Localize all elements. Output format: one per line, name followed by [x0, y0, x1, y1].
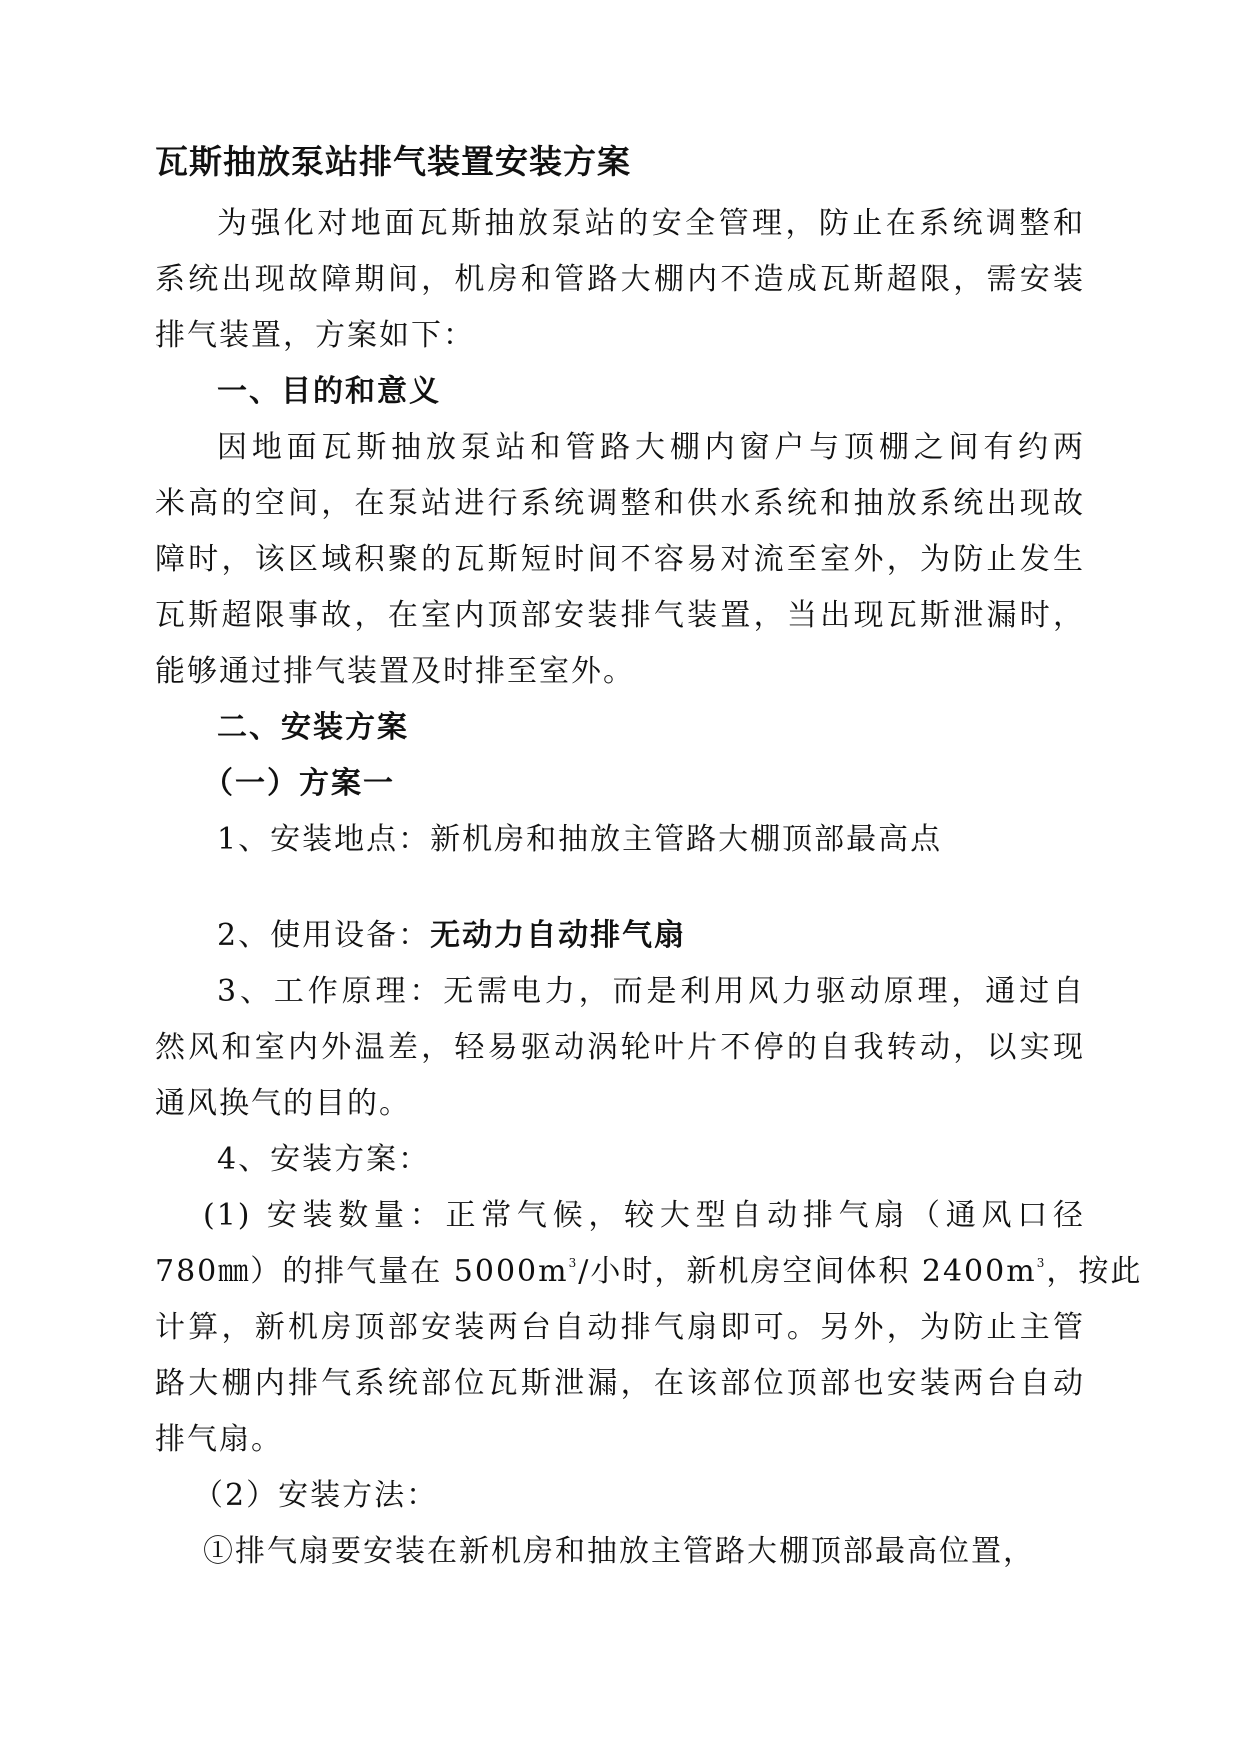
section-1-line-4: 瓦斯超限事故，在室内顶部安装排气装置，当出现瓦斯泄漏时， [155, 598, 1085, 633]
section-1-line-1: 因地面瓦斯抽放泵站和管路大棚内窗户与顶棚之间有约两 [217, 430, 1085, 465]
quantity-line-2-part-c: ，按此 [1046, 1254, 1143, 1289]
superscript-3-a: 3 [568, 1256, 579, 1270]
quantity-line-3: 计算，新机房顶部安装两台自动排气扇即可。另外，为防止主管 [155, 1310, 1085, 1345]
install-method-item-1: ①排气扇要安装在新机房和抽放主管路大棚顶部最高位置， [203, 1534, 1035, 1569]
intro-line-1: 为强化对地面瓦斯抽放泵站的安全管理，防止在系统调整和 [217, 206, 1085, 241]
item-3-line-3: 通风换气的目的。 [155, 1086, 411, 1121]
intro-line-3: 排气装置，方案如下： [155, 318, 475, 353]
section-1-line-3: 障时，该区域积聚的瓦斯短时间不容易对流至室外，为防止发生 [155, 542, 1085, 577]
section-1-heading: 一、目的和意义 [217, 374, 441, 409]
section-2-heading: 二、安装方案 [217, 710, 409, 745]
intro-line-2: 系统出现故障期间，机房和管路大棚内不造成瓦斯超限，需安装 [155, 262, 1085, 297]
item-4-heading: 4、安装方案： [217, 1142, 431, 1177]
item-2-label: 2、使用设备： [217, 918, 431, 953]
quantity-line-2-part-b: /小时，新机房空间体积 2400m [578, 1254, 1037, 1289]
superscript-3-b: 3 [1036, 1256, 1047, 1270]
subsection-1-heading: （一）方案一 [203, 766, 395, 801]
quantity-line-5: 排气扇。 [155, 1422, 283, 1457]
item-1-install-location: 1、安装地点：新机房和抽放主管路大棚顶部最高点 [217, 822, 943, 857]
quantity-line-4: 路大棚内排气系统部位瓦斯泄漏，在该部位顶部也安装两台自动 [155, 1366, 1085, 1401]
section-1-line-2: 米高的空间，在泵站进行系统调整和供水系统和抽放系统出现故 [155, 486, 1085, 521]
item-2-value: 无动力自动排气扇 [430, 918, 687, 953]
item-2-equipment [217, 916, 1147, 956]
quantity-line-2 [155, 1252, 1143, 1292]
document-title: 瓦斯抽放泵站排气装置安装方案 [155, 142, 631, 181]
item-3-line-1: 3、工作原理：无需电力，而是利用风力驱动原理，通过自 [217, 974, 1085, 1009]
quantity-line-1: (1) 安装数量：正常气候，较大型自动排气扇（通风口径 [203, 1198, 1085, 1233]
item-3-line-2: 然风和室内外温差，轻易驱动涡轮叶片不停的自我转动，以实现 [155, 1030, 1085, 1065]
section-1-line-5: 能够通过排气装置及时排至室外。 [155, 654, 635, 689]
quantity-line-2-part-a: 780㎜）的排气量在 5000m [155, 1254, 569, 1289]
install-method-heading: （2）安装方法： [193, 1478, 439, 1513]
